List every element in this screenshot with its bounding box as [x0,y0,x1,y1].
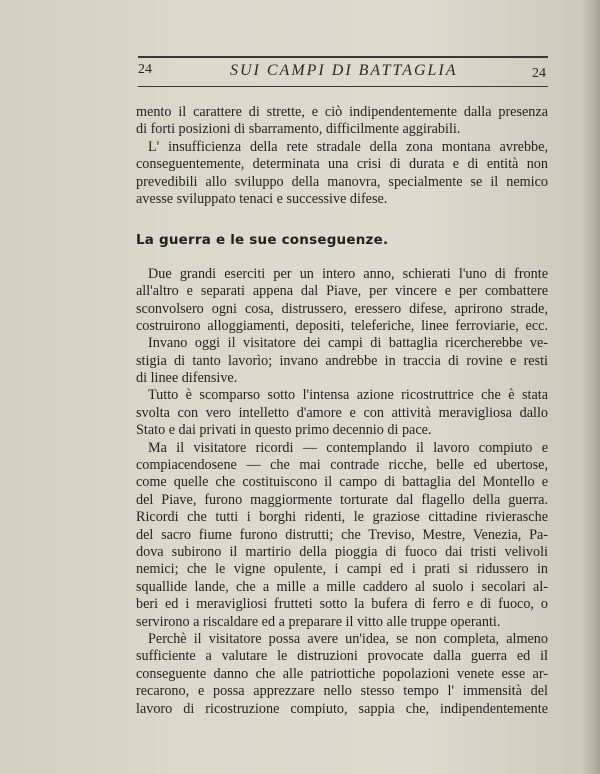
text-line: del sacro fiume furono distrutti; che Treviso, Mestre, Venezia, Pa- [136,526,548,543]
text-line: Ma il visitatore ricordi — contemplando il lavoro compiuto e [148,439,548,456]
text-line: sconvolsero ogni cosa, distrussero, eressero difese, aprirono strade, [136,300,548,317]
text-line: avesse sviluppato tenaci e successive difese. [136,190,388,207]
text-line: Tutto è scomparso sotto l'intensa azione ricostruttrice che è stata [148,387,548,404]
text-line: come quelle che costituiscono il campo di battaglia del Montello e [136,474,548,491]
text-line: stigia di tanto lavorìo; invano andrebbe in traccia di rovine e resti [136,352,548,369]
text-line: recarono, e possa apprezzare nello stesso tempo l' immensità del [136,683,548,700]
text-line: squallide lande, che a mille a mille caddero al suolo i secolari al- [136,578,548,595]
text-line: beri ed i meravigliosi frutteti sotto la bufera di ferro e di fuoco, o [136,596,548,613]
text-line: prevedibili allo sviluppo della manovra, specialmente se il nemico [136,173,548,190]
body-text [136,104,548,718]
page-spine-shadow [582,0,600,774]
paragraph-6 [136,440,548,631]
text-line: lavoro di ricostruzione compiuto, sappia che, indipendentemente [136,700,548,717]
text-line: sufficiente a valutare le distruzioni provocate dalla guerra ed il [136,648,548,665]
text-line: Perchè il visitatore possa avere un'idea, se non completa, almeno [148,630,548,647]
paragraph-7 [136,631,548,718]
text-line: svolta con vero intelletto d'amore e con attività meravigliosa dallo [136,404,548,421]
text-line: di forti posizioni di sbarramento, difficilmente aggirabili. [136,121,461,138]
text-line: all'altro e separati appena dal Piave, per vincere e per combattere [136,283,548,300]
paragraph-3 [136,266,548,336]
text-line: Ricordi che tutti i borghi ridenti, le graziose cittadine rivierasche [136,509,548,526]
section-heading: La guerra e le sue conseguenze. [136,232,389,249]
text-line: Due grandi eserciti per un intero anno, schierati l'uno di fronte [148,265,548,282]
text-line: di linee difensive. [136,370,238,387]
text-line: mento il carattere di strette, e ciò indipendentemente dalla presenza [136,104,548,120]
running-title: SUI CAMPI DI BATTAGLIA [230,62,458,79]
text-line: conseguente danno che alle patriottiche popolazioni venete esse ar- [136,665,548,682]
text-line: nemici; che le vigne opulente, i campi ed i prati si ridussero in [136,561,548,578]
header-rule-bottom [138,86,548,87]
page-number-left: 24 [138,62,152,77]
header-rule-top [138,56,548,58]
paragraph-5 [136,387,548,439]
text-line: compiacendosene — che mai contrade ricche, belle ed ubertose, [136,457,548,474]
text-line: costruirono alloggiamenti, depositi, teleferiche, linee ferroviarie, ecc. [136,317,548,334]
paragraph-2 [136,139,548,209]
page-number-right: 24 [532,66,546,81]
running-head [138,62,548,84]
paragraph-1 [136,104,548,139]
text-line: del Piave, furono maggiormente torturate dal flagello della guerra. [136,491,548,508]
text-line: dova subirono il martirio della pioggia di fuoco dai tristi velivoli [136,544,548,560]
paragraph-4 [136,335,548,387]
text-line: Stato e dai privati in questo primo decennio di pace. [136,422,432,439]
text-line: servirono a riscaldare ed a preparare il vitto alle truppe operanti. [136,613,501,630]
text-line: conseguentemente, determinata una crisi di durata e di entità non [136,156,548,173]
text-line: L' insufficienza della rete stradale della zona montana avrebbe, [148,138,548,155]
text-line: Invano oggi il visitatore dei campi di battaglia ricercherebbe ve- [148,335,548,352]
